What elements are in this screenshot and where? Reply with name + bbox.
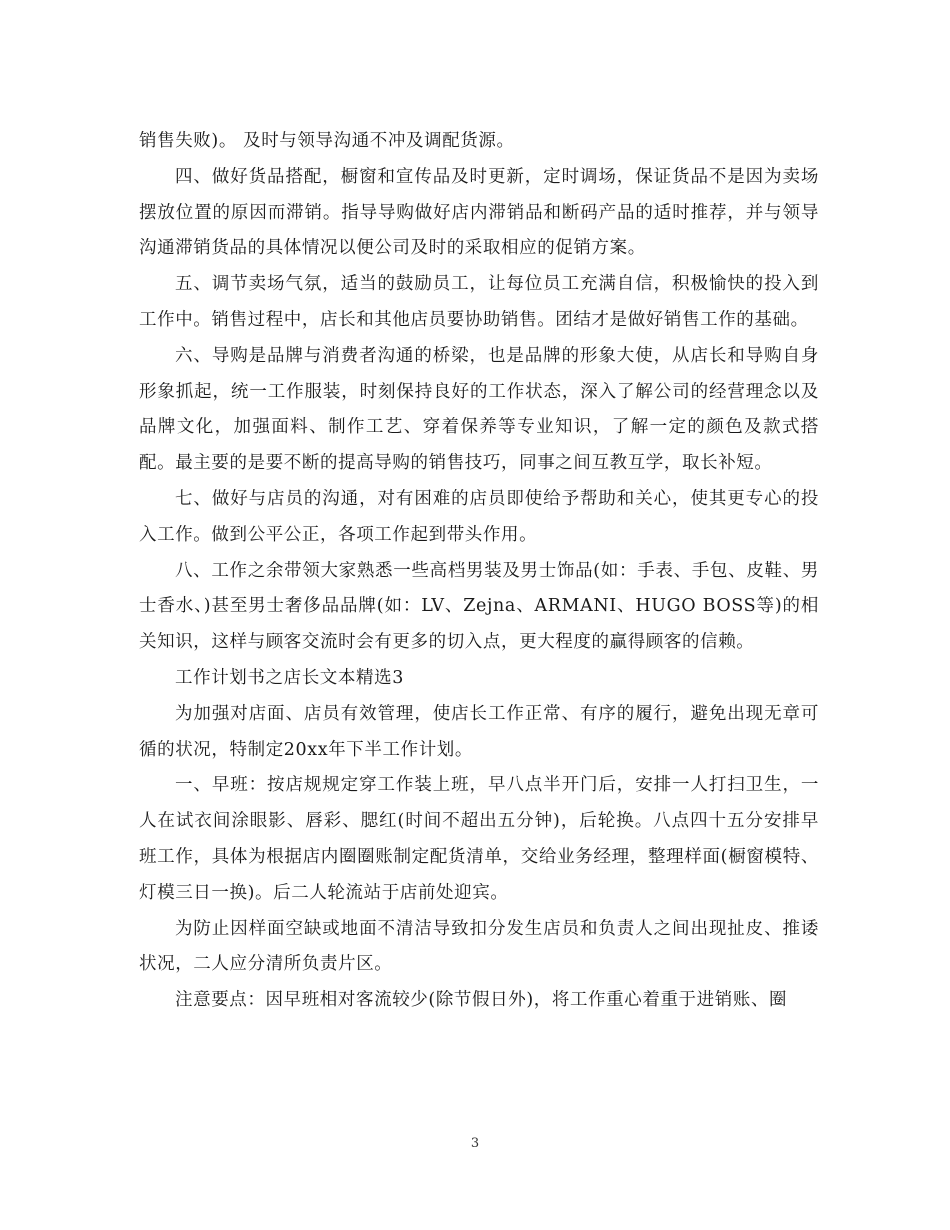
paragraph-8: 为加强对店面、店员有效管理，使店长工作正常、有序的履行，避免出现无章可循的状况，特制定20xx年下半工作计划。 — [139, 703, 819, 760]
paragraph-9: 一、早班：按店规规定穿工作装上班，早八点半开门后，安排一人打扫卫生，一人在试衣间涂眼影、唇彩、腮红(时间不超出五分钟)，后轮换。八点四十五分安排早班工作，具体为根据店内圈圈账制定配货清单，交给业务经理，整理样面(橱窗模特、灯模三日一换)。后二人轮流站于店前处迎宾。 — [139, 775, 819, 903]
paragraph-11: 注意要点：因早班相对客流较少(除节假日外)，将工作重心着重于进销账、圈 — [175, 990, 788, 1011]
paragraph-5: 七、做好与店员的沟通，对有困难的店员即使给予帮助和关心，使其更专心的投入工作。做到公平公正，各项工作起到带头作用。 — [139, 488, 819, 545]
page-number: 3 — [470, 1136, 480, 1151]
paragraph-4: 六、导购是品牌与消费者沟通的桥梁，也是品牌的形象大使，从店长和导购自身形象抓起，统一工作服装，时刻保持良好的工作状态，深入了解公司的经营理念以及品牌文化，加强面料、制作工艺、穿着保养等专业知识，了解一定的颜色及款式搭配。最主要的是要不断的提高导购的销售技巧，同事之间互教互学，取长补短。 — [139, 345, 819, 474]
paragraph-3: 五、调节卖场气氛，适当的鼓励员工，让每位员工充满自信，积极愉快的投入到工作中。销售过程中，店长和其他店员要协助销售。团结才是做好销售工作的基础。 — [139, 274, 819, 330]
section-heading: 工作计划书之店长文本精选3 — [175, 667, 404, 688]
paragraph-2: 四、做好货品搭配，橱窗和宣传品及时更新，定时调场，保证货品不是因为卖场摆放位置的原因而滞销。指导导购做好店内滞销品和断码产品的适时推荐，并与领导沟通滞销货品的具体情况以便公司及时的采取相应的促销方案。 — [139, 166, 819, 259]
paragraph-1: 销售失败)。 及时与领导沟通不冲及调配货源。 — [139, 131, 515, 151]
paragraph-10: 为防止因样面空缺或地面不清洁导致扣分发生店员和负责人之间出现扯皮、推诿状况，二人应分清所负责片区。 — [139, 918, 819, 975]
paragraph-6: 八、工作之余带领大家熟悉一些高档男装及男士饰品(如：手表、手包、皮鞋、男士香水、)甚至男士奢侈品品牌(如：LV、Zejna、ARMANI、HUGO BOSS等)的相关知识，这样与顾客交流时会有更多的切入点，更大程度的赢得顾客的信赖。 — [139, 560, 819, 653]
document-body — [139, 124, 819, 1019]
